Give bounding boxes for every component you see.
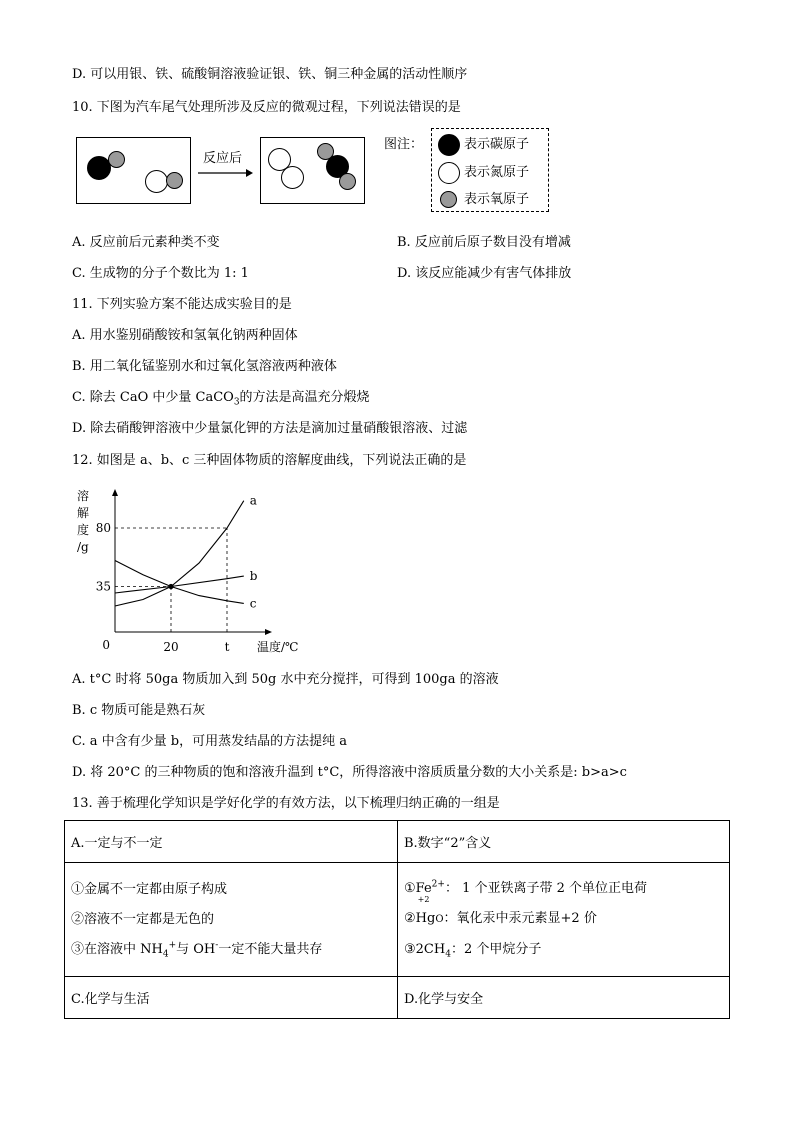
q13-table [64, 820, 730, 1019]
series-label-a: a [249, 493, 257, 508]
cell-c-header: C.化学与生活 [65, 977, 398, 1019]
legend-title: 图注： [384, 137, 424, 152]
reactants-box [76, 137, 191, 204]
nitrogen-atom [281, 166, 304, 189]
series-label-b: b [249, 569, 258, 584]
q12-option-c: C. a 中含有少量 b，可用蒸发结晶的方法提纯 a [72, 734, 347, 749]
oxygen-atom [108, 151, 125, 168]
reaction-arrow-icon [196, 167, 254, 179]
x-axis-label: 温度/℃ [257, 640, 299, 654]
q11-stem: 11. 下列实验方案不能达成实验目的是 [72, 297, 292, 312]
y-tick-label: 35 [95, 579, 111, 594]
cell-b-header: B.数字“2”含义 [398, 821, 730, 863]
solubility-chart [72, 484, 299, 664]
cell-d-header: D.化学与安全 [398, 977, 730, 1019]
q10-option-a: A. 反应前后元素种类不变 [72, 235, 220, 250]
y-axis-label-char: 溶 [77, 489, 90, 503]
b-item-2: ② +2 HgO：氧化汞中汞元素显+2 价 [404, 895, 597, 926]
y-tick-label: 80 [95, 521, 111, 535]
black-circle-icon [438, 134, 460, 156]
y-axis-label-char: 度 [77, 523, 90, 537]
cell-a-header: A.一定与不一定 [65, 821, 398, 863]
x-tick-label: t [224, 640, 230, 654]
q10-option-c: C. 生成物的分子个数比为 1: 1 [72, 266, 249, 281]
origin-label: 0 [102, 638, 110, 652]
q10-stem: 10. 下图为汽车尾气处理所涉及反应的微观过程，下列说法错误的是 [72, 100, 461, 115]
q9-option-d: D. 可以用银、铁、硫酸铜溶液验证银、铁、铜三种金属的活动性顺序 [72, 67, 468, 82]
q10-option-b: B. 反应前后原子数目没有增减 [397, 235, 571, 250]
x-tick-label: 20 [163, 640, 179, 654]
cell-a-content [65, 863, 398, 977]
oxygen-atom [166, 172, 183, 189]
cell-b-content [398, 863, 730, 977]
a-item-1: ①金属不一定都由原子构成 [71, 881, 228, 897]
q11-option-c: C. 除去 CaO 中少量 CaCO$_3$的方法是高温充分煅烧 [72, 390, 370, 408]
b-item-1: $①Fe^{2+}$： 1 个亚铁离子带 2 个单位正电荷 [404, 879, 648, 896]
b-item-3: $③2CH_4$：2 个甲烷分子 [404, 942, 542, 960]
legend-nitrogen: 表示氮原子 [438, 161, 529, 184]
products-box [260, 137, 365, 204]
oxygen-atom [339, 173, 356, 190]
x-axis-arrow-icon [265, 629, 272, 635]
nitrogen-atom [145, 170, 168, 193]
legend-carbon: 表示碳原子 [438, 133, 529, 156]
series-label-c: c [249, 596, 257, 611]
q12-option-d: D. 将 20°C 的三种物质的饱和溶液升温到 t°C，所得溶液中溶质质量分数的大小关系是: b>a>c [72, 765, 627, 780]
q10-option-d: D. 该反应能减少有害气体排放 [397, 266, 572, 281]
q12-option-a: A. t°C 时将 50ga 物质加入到 50g 水中充分搅拌，可得到 100ga 的溶液 [72, 672, 499, 687]
q11-option-b: B. 用二氧化锰鉴别水和过氧化氢溶液两种液体 [72, 359, 337, 374]
series-curve-c [115, 561, 244, 604]
q13-stem: 13. 善于梳理化学知识是学好化学的有效方法，以下梳理归纳正确的一组是 [72, 796, 500, 811]
y-axis-arrow-icon [112, 489, 118, 496]
q11-option-d: D. 除去硝酸钾溶液中少量氯化钾的方法是滴加过量硝酸银溶液、过滤 [72, 421, 468, 436]
chart-axes [112, 489, 272, 635]
chart-series [115, 501, 244, 606]
chart-guides [115, 528, 227, 632]
white-circle-icon [438, 162, 460, 184]
arrow-label: 反应后 [203, 151, 243, 166]
y-axis-label-char: 解 [77, 506, 90, 520]
q12-stem: 12. 如图是 a、b、c 三种固体物质的溶解度曲线，下列说法正确的是 [72, 453, 467, 468]
y-axis-label-char: /g [77, 540, 89, 554]
a-item-2: ②溶液不一定都是无色的 [71, 911, 215, 927]
q12-option-b: B. c 物质可能是熟石灰 [72, 703, 206, 718]
legend-oxygen: 表示氧原子 [438, 188, 529, 208]
series-curve-b [115, 576, 244, 593]
q11-option-a: A. 用水鉴别硝酸铵和氢氧化钠两种固体 [72, 328, 298, 343]
gray-circle-icon [440, 191, 457, 208]
legend-box [431, 128, 549, 212]
intersection-point [168, 584, 173, 589]
a-item-3: ③在溶液中 $NH_4^+$与 OH-一定不能大量共存 [71, 940, 323, 960]
chart-labels [77, 488, 298, 654]
